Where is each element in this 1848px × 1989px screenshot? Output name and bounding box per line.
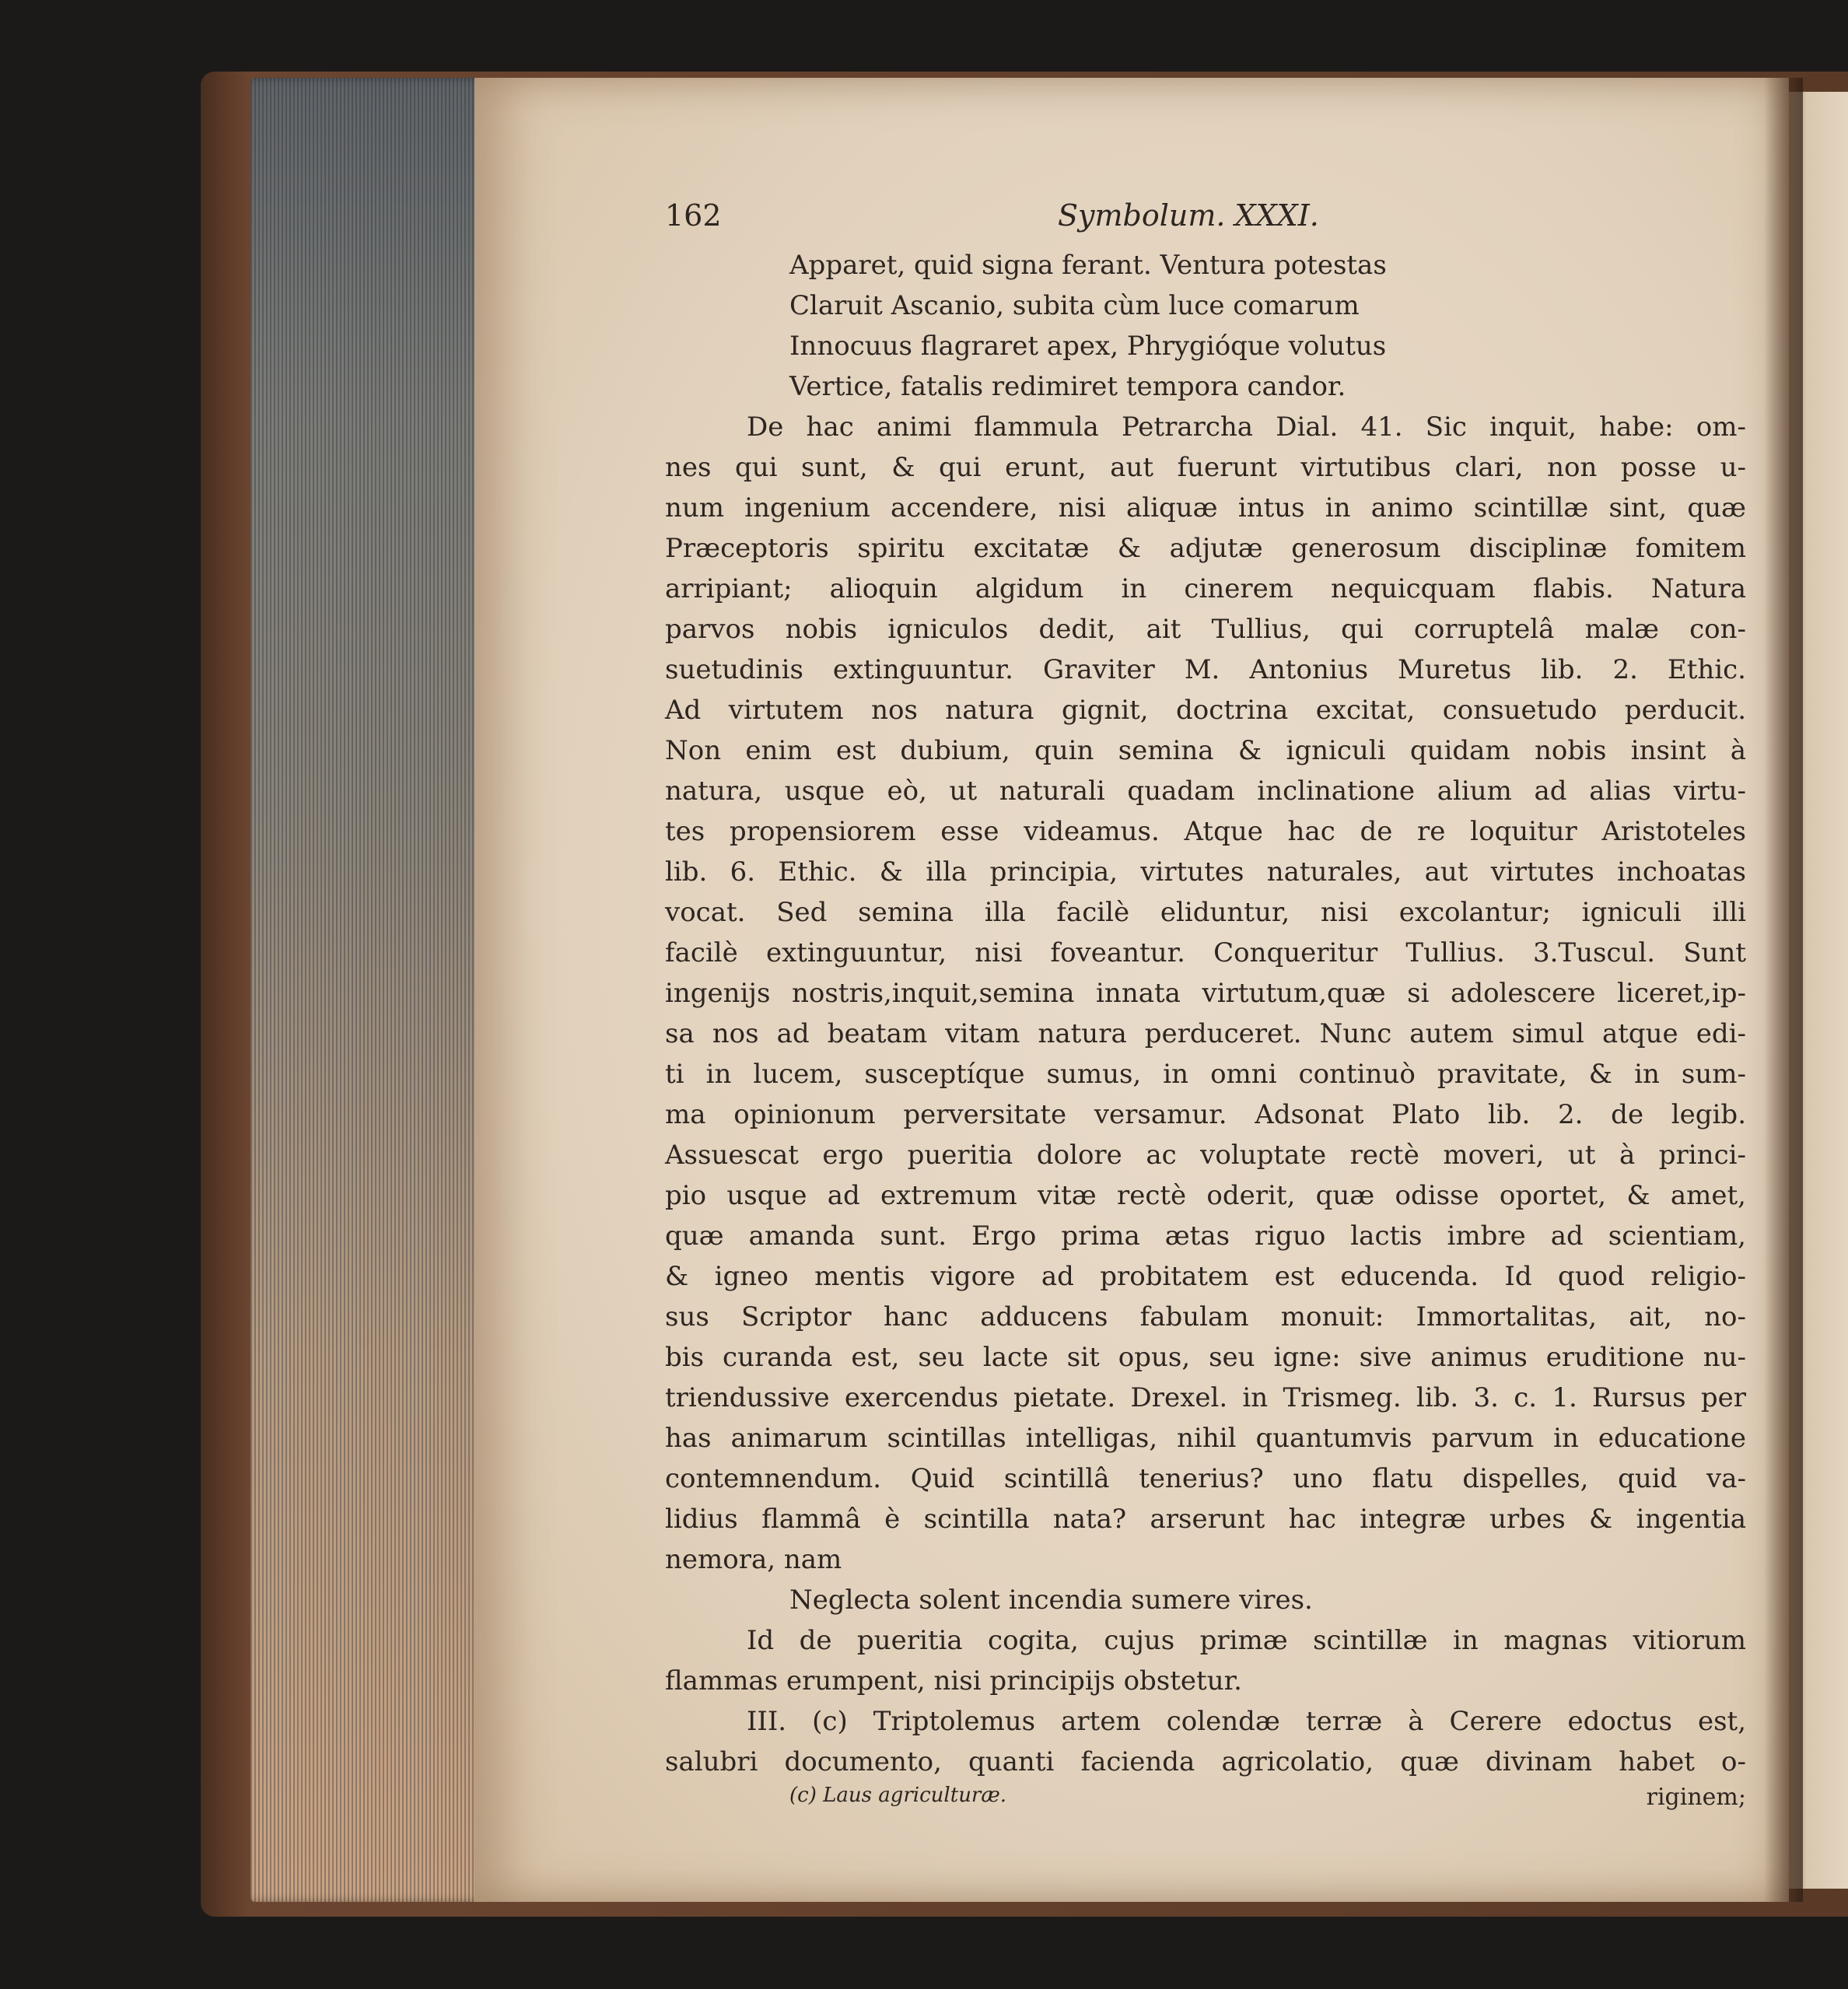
text-line: suetudinis extinguuntur. Graviter M. Antonius Muretus lib. 2. Ethic. — [665, 654, 1746, 685]
page-text — [665, 198, 1746, 1818]
verse-line: Claruit Ascanio, subita cùm luce comarum — [789, 290, 1360, 321]
text-line: num ingenium accendere, nisi aliquæ intus in animo scintillæ sint, quæ — [665, 492, 1746, 524]
page-footer — [665, 1784, 1746, 1818]
text-line: & igneo mentis vigore ad probitatem est educenda. Id quod religio- — [665, 1261, 1746, 1292]
page-header — [665, 198, 1746, 245]
text-line: Præceptoris spiritu excitatæ & adjutæ generosum disciplinæ fomitem — [665, 533, 1746, 564]
text-line: has animarum scintillas intelligas, nihil quantumvis parvum in educatione — [665, 1423, 1746, 1454]
verse-line: Apparet, quid signa ferant. Ventura potestas — [789, 250, 1387, 281]
text-line: sus Scriptor hanc adducens fabulam monuit: Immortalitas, ait, no- — [665, 1301, 1746, 1332]
text-line: ingenijs nostris,inquit,semina innata virtutum,quæ si adolescere liceret,ip- — [665, 978, 1746, 1009]
text-line: salubri documento, quanti facienda agricolatio, quæ divinam habet o- — [665, 1746, 1746, 1777]
text-line: parvos nobis igniculos dedit, ait Tullius, qui corruptelâ malæ con- — [665, 614, 1746, 645]
page-number: 162 — [665, 198, 722, 233]
text-line: III. (c) Triptolemus artem colendæ terræ à Cerere edoctus est, — [747, 1706, 1746, 1737]
text-line: tes propensiorem esse videamus. Atque hac de re loquitur Aristoteles — [665, 816, 1746, 847]
text-line: Assuescat ergo pueritia dolore ac voluptate rectè moveri, ut à princi- — [665, 1140, 1746, 1171]
text-line: bis curanda est, seu lacte sit opus, seu igne: sive animus eruditione nu- — [665, 1342, 1746, 1373]
text-line: pio usque ad extremum vitæ rectè oderit, quæ odisse oportet, & amet, — [665, 1180, 1746, 1211]
quoted-verse: Neglecta solent incendia sumere vires. — [789, 1585, 1313, 1616]
text-line: facilè extinguuntur, nisi foveantur. Conqueritur Tullius. 3.Tuscul. Sunt — [665, 937, 1746, 968]
text-line: ti in lucem, susceptíque sumus, in omni continuò pravitate, & in sum- — [665, 1059, 1746, 1090]
text-line: lidius flammâ è scintilla nata? arserunt hac integræ urbes & ingentia — [665, 1504, 1746, 1535]
text-line: Non enim est dubium, quin semina & igniculi quidam nobis insint à — [665, 735, 1746, 766]
text-line: Ad virtutem nos natura gignit, doctrina excitat, consuetudo perducit. — [665, 695, 1746, 726]
text-line: quæ amanda sunt. Ergo prima ætas riguo lactis imbre ad scientiam, — [665, 1220, 1746, 1252]
text-line: vocat. Sed semina illa facilè eliduntur, nisi excolantur; igniculi illi — [665, 897, 1746, 928]
footnote: (c) Laus agriculturæ. — [789, 1784, 1007, 1807]
text-line: flammas erumpent, nisi principijs obstetur. — [665, 1665, 1242, 1697]
paragraph-petrarcha — [665, 407, 1746, 1580]
text-line: triendussive exercendus pietate. Drexel. in Trismeg. lib. 3. c. 1. Rursus per — [665, 1382, 1746, 1413]
catchword: riginem; — [1646, 1784, 1746, 1811]
page-block-edge — [250, 78, 498, 1902]
text-line: ma opinionum perversitate versamur. Adsonat Plato lib. 2. de legib. — [665, 1099, 1746, 1130]
text-line: arripiant; alioquin algidum in cinerem nequicquam flabis. Natura — [665, 573, 1746, 604]
text-line: natura, usque eò, ut naturali quadam inclinatione alium ad alias virtu- — [665, 776, 1746, 807]
book-gutter — [1764, 78, 1803, 1902]
paragraph-triptolemus — [665, 1701, 1746, 1782]
text-line: contemnendum. Quid scintillâ tenerius? uno flatu dispelles, quid va- — [665, 1463, 1746, 1494]
verse-line: Innocuus flagraret apex, Phrygióque volutus — [789, 331, 1387, 362]
text-line: nes qui sunt, & qui erunt, aut fuerunt virtutibus clari, non posse u- — [665, 452, 1746, 483]
text-line: lib. 6. Ethic. & illa principia, virtutes naturales, aut virtutes inchoatas — [665, 856, 1746, 888]
text-line: De hac animi flammula Petrarcha Dial. 41. Sic inquit, habe: om- — [747, 411, 1746, 443]
paragraph-pueritia — [665, 1620, 1746, 1701]
text-line: Id de pueritia cogita, cujus primæ scintillæ in magnas vitiorum — [747, 1625, 1746, 1656]
text-line: nemora, nam — [665, 1544, 842, 1575]
text-line: sa nos ad beatam vitam natura perduceret. Nunc autem simul atque edi- — [665, 1018, 1746, 1049]
verse-block — [665, 245, 1746, 407]
verse-line: Vertice, fatalis redimiret tempora candor. — [789, 371, 1346, 402]
running-title: Symbolum. XXXI. — [1058, 198, 1319, 233]
